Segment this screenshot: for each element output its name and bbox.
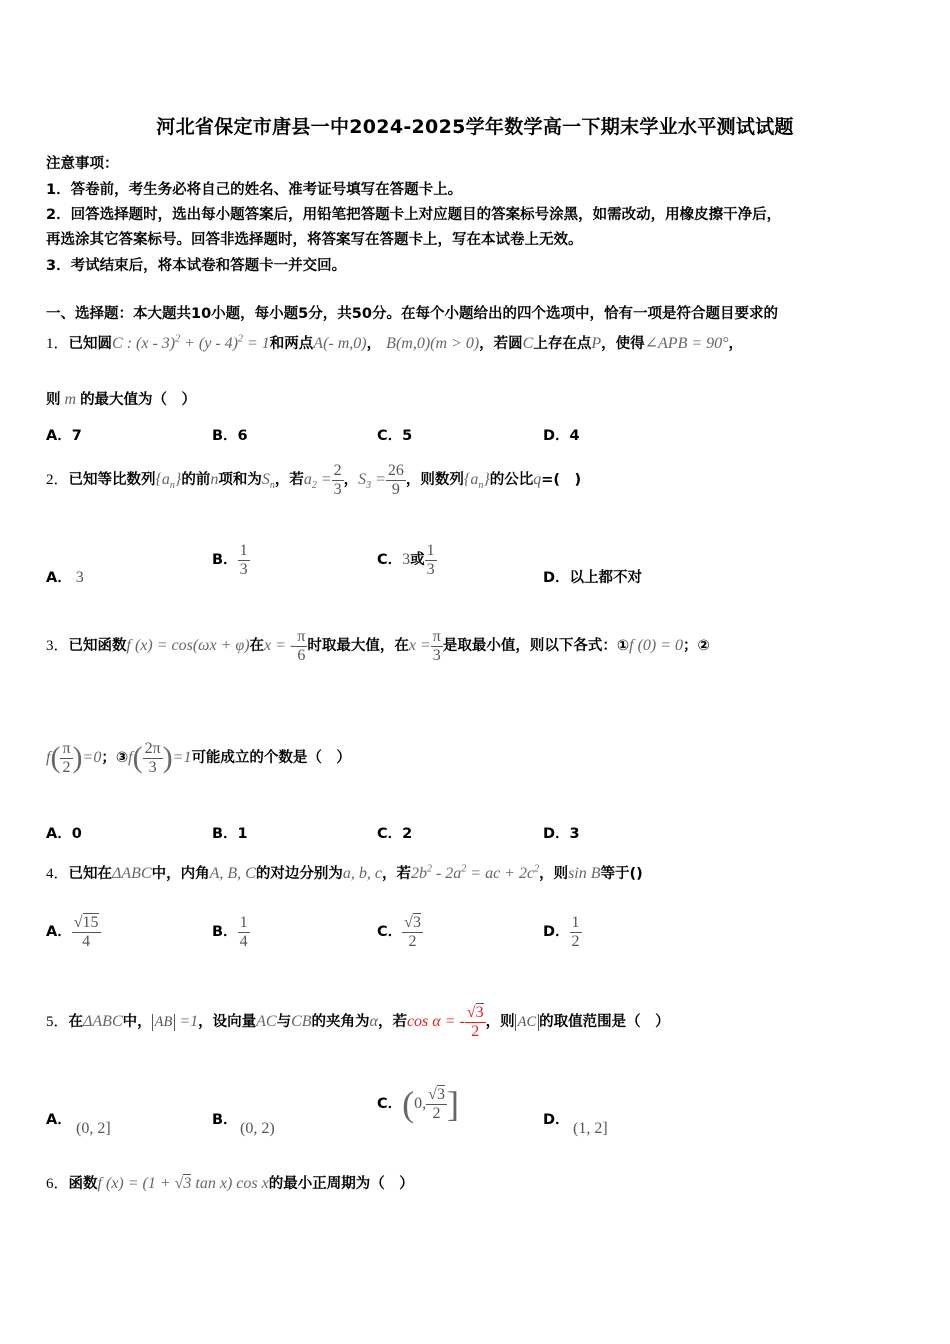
- formula: C : (x - 3)$^2$ + (y - 4)$^2$ = 1: [112, 333, 270, 352]
- question-1-line2: 则 m 的最大值为（ ）: [46, 391, 197, 408]
- option-d: D．以上都不对: [543, 570, 643, 586]
- option-a-value: (0, 2]: [76, 1120, 111, 1137]
- formula: B(m,0)(m > 0): [386, 335, 480, 352]
- question-3: 3．已知函数f (x) = cos(ωx + φ)在x = - $\frac{\pi}{6}$ 时取最大值，在x = $\frac{\pi}{3}$ 是取最小值，则以下各式：①f (0) = 0；②: [46, 628, 710, 664]
- option-a: A．: [46, 1112, 72, 1128]
- option-d-value: (1, 2]: [573, 1120, 608, 1137]
- question-number: 1．: [46, 336, 69, 352]
- notice-item: 1．答卷前，考生务必将自己的姓名、准考证号填写在答题卡上。: [46, 182, 463, 198]
- notice-item: 2．回答选择题时，选出每小题答案后，用铅笔把答题卡上对应题目的答案标号涂黑，如需改动，用橡皮擦干净后，: [46, 207, 782, 223]
- formula: ∠APB = 90°: [644, 335, 729, 352]
- option-b-value: (0, 2): [240, 1120, 275, 1137]
- option-c: C．3或 $\frac{1}{3}$: [377, 542, 435, 578]
- option-c: C．5: [377, 428, 413, 444]
- question-2: 2．已知等比数列$\{a_n\}$的前n项和为$S_n$，若$a_2$ = $\frac{2}{3}$ ，$S_3$ = $\frac{26}{9}$ ，则数列$\{a_n\}$的公比q=( ): [46, 462, 582, 498]
- option-c: C． $\frac{√3}{2}$: [377, 914, 421, 950]
- question-3-line2: f( $\frac{\pi}{2}$ )=0；③f( $\frac{2\pi}{3}$ )=1可能成立的个数是（ ）: [46, 740, 351, 776]
- option-a: A．0: [46, 826, 82, 842]
- option-c: C．(0, $\frac{√3}{2}$ ]: [377, 1084, 459, 1125]
- notice-item: 再选涂其它答案标号。回答非选择题时，将答案写在答题卡上，写在本试卷上无效。: [46, 232, 583, 248]
- option-a: A． $\frac{√15}{4}$: [46, 914, 99, 950]
- exam-title: 河北省保定市唐县一中2024-2025学年数学高一下期末学业水平测试试题: [156, 116, 794, 138]
- option-d: D．3: [543, 826, 580, 842]
- option-d: D． $\frac{1}{2}$: [543, 914, 580, 950]
- question-6: 6．函数f (x) = (1 + √3 tan x) cos x的最小正周期为（ ）: [46, 1175, 414, 1192]
- option-b: B． $\frac{1}{4}$: [212, 914, 248, 950]
- question-5: 5．在ΔABC中， AB =1，设向量AC与CB的夹角为α，若cos α = - $\frac{√3}{2}$ ，则 AC 的取值范围是（ ）: [46, 1004, 670, 1040]
- option-a: A．7: [46, 428, 82, 444]
- formula: A(- m,0): [313, 335, 367, 352]
- option-d: D．: [543, 1112, 570, 1128]
- section-heading: 一、选择题：本大题共10小题，每小题5分，共50分。在每个小题给出的四个选项中，恰有一项是符合题目要求的: [46, 306, 778, 322]
- option-a: A． 3: [46, 569, 84, 586]
- question-4: 4．已知在ΔABC中，内角A, B, C的对边分别为a, b, c，若$2b^2 - 2a^2$ = ac + $2c^2$，则sin B等于(): [46, 863, 643, 882]
- option-d: D．4: [543, 428, 580, 444]
- option-b: B．6: [212, 428, 248, 444]
- option-b: B．1: [212, 826, 248, 842]
- notice-heading: 注意事项：: [46, 156, 119, 172]
- notice-item: 3．考试结束后，将本试卷和答题卡一并交回。: [46, 258, 347, 274]
- question-1: 1．已知圆C : (x - 3)$^2$ + (y - 4)$^2$ = 1和两点A(- m,0)， B(m,0)(m > 0)，若圆C上存在点P，使得∠APB = 90°，: [46, 333, 744, 352]
- option-b: B． $\frac{1}{3}$: [212, 542, 248, 578]
- option-c: C．2: [377, 826, 413, 842]
- option-b: B．: [212, 1112, 238, 1128]
